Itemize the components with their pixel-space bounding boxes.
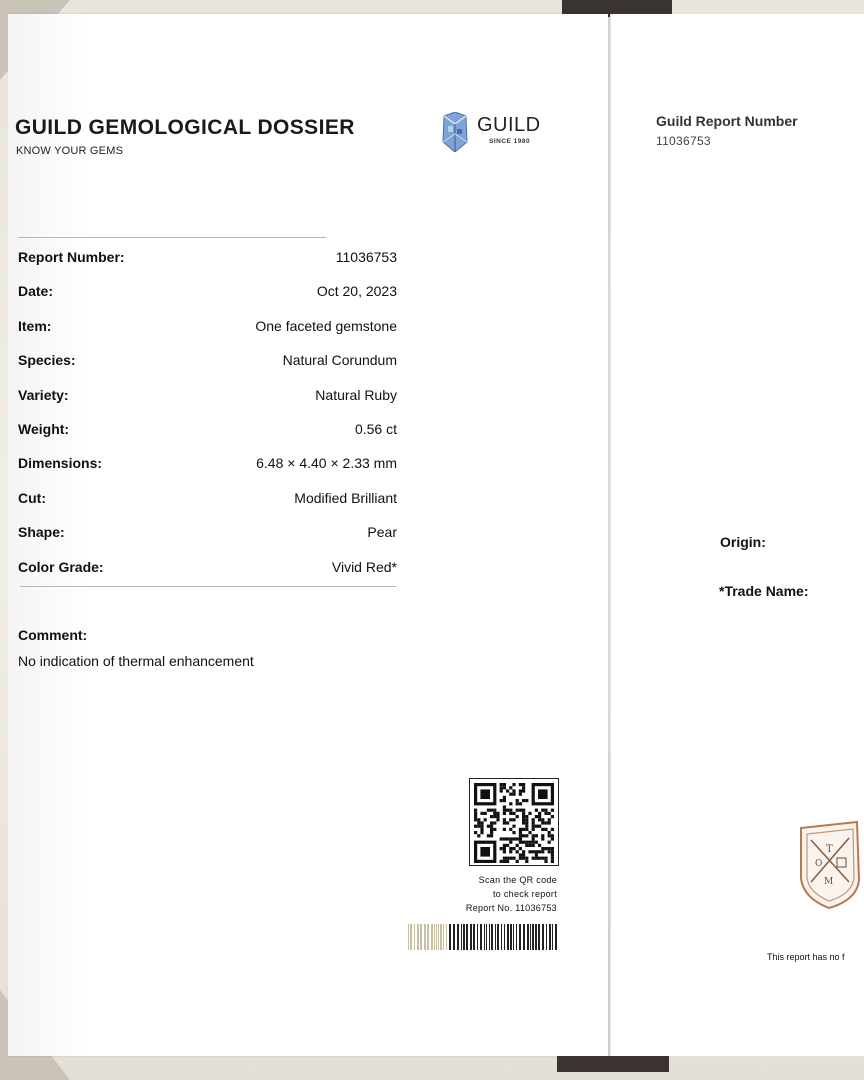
detail-label: Cut: <box>18 489 46 506</box>
detail-row <box>18 455 397 477</box>
qr-caption-line: to check report <box>492 889 557 899</box>
document-subtitle: KNOW YOUR GEMS <box>16 145 124 157</box>
detail-label: Shape: <box>18 524 65 541</box>
qr-caption-line: Report No. 11036753 <box>465 903 557 913</box>
detail-row <box>18 318 397 340</box>
qr-caption-line: Scan the QR code <box>478 875 557 885</box>
logo-wordmark: GUILD <box>477 114 541 136</box>
barcode-icon <box>408 922 557 950</box>
qr-code-graphic <box>470 779 558 865</box>
detail-value: 6.48 × 4.40 × 2.33 mm <box>256 455 397 472</box>
detail-value: 0.56 ct <box>354 421 397 437</box>
detail-label: Weight: <box>18 421 70 437</box>
detail-row <box>18 249 397 271</box>
document-title: GUILD GEMOLOGICAL DOSSIER <box>15 116 355 139</box>
detail-row <box>18 524 397 546</box>
detail-value: Modified Brilliant <box>294 489 397 506</box>
detail-row <box>18 421 397 443</box>
back-report-number: 11036753 <box>656 134 711 148</box>
trade-name-label: *Trade Name: <box>719 583 809 599</box>
detail-label: Report Number: <box>18 249 125 265</box>
detail-value: Natural Corundum <box>282 352 397 369</box>
binder-clip <box>557 1056 669 1072</box>
detail-value: Natural Ruby <box>315 386 397 403</box>
qr-code-icon[interactable] <box>469 778 559 866</box>
detail-row <box>18 283 397 305</box>
comment-text: No indication of thermal enhancement <box>18 653 254 669</box>
detail-label: Dimensions: <box>18 455 103 472</box>
back-report-label: Guild Report Number <box>656 113 798 129</box>
detail-value: Oct 20, 2023 <box>316 283 397 300</box>
detail-value: Pear <box>367 524 397 541</box>
detail-row <box>18 559 397 581</box>
disclaimer: This report has no f <box>767 952 845 962</box>
detail-row <box>18 490 397 512</box>
svg-text:O: O <box>815 859 823 869</box>
guild-crystal-icon <box>440 112 470 152</box>
detail-row <box>18 352 397 374</box>
detail-row <box>18 387 397 409</box>
detail-label: Variety: <box>18 386 69 403</box>
comment-label: Comment: <box>18 627 88 643</box>
detail-label: Item: <box>18 317 52 334</box>
detail-value: One faceted gemstone <box>255 317 397 334</box>
divider <box>20 586 396 587</box>
svg-text:M: M <box>824 877 834 887</box>
detail-label: Color Grade: <box>18 558 104 575</box>
shield-crest-icon <box>797 820 864 910</box>
detail-value: 11036753 <box>335 249 397 265</box>
qr-caption <box>410 873 557 915</box>
origin-label: Origin: <box>720 534 766 550</box>
detail-value: Vivid Red* <box>331 558 397 575</box>
guild-logo <box>440 110 580 154</box>
divider <box>18 237 326 238</box>
detail-label: Date: <box>18 283 54 300</box>
logo-since: SINCE 1980 <box>489 138 531 145</box>
detail-label: Species: <box>18 352 76 369</box>
svg-text:T: T <box>826 844 833 855</box>
